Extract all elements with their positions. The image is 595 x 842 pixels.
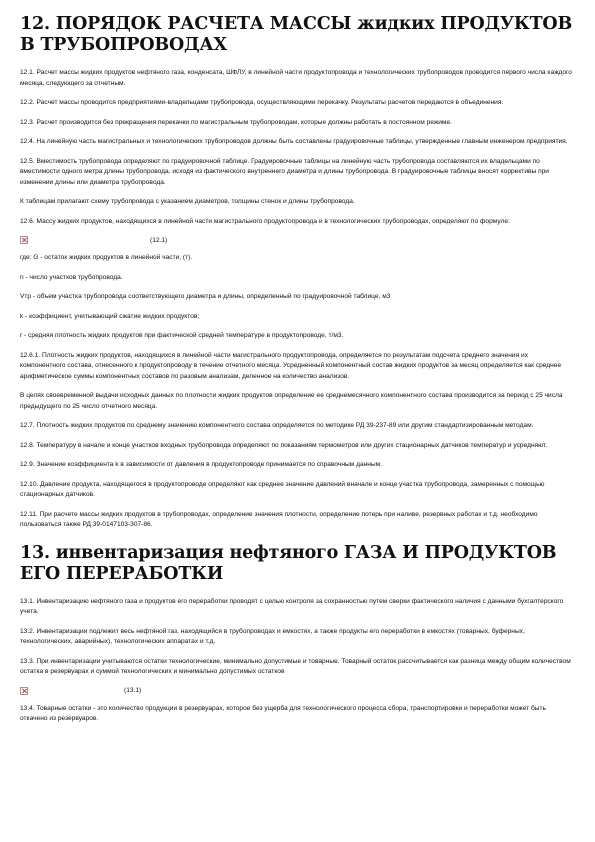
paragraph-12-10: 12.10. Давление продукта, находящегося в продуктопроводе определяют как среднее значение давлений вначале и конце участка трубопровода, замеренных с помощью стационарных датчиков. [20, 480, 545, 498]
paragraph-12-1: 12.1. Расчет массы жидких продуктов нефтяного газа, конденсата, ШФЛУ, в линейной части продуктопровода и технологических трубопроводов проводится первого числа каждого месяца, следующего за отчетным. [20, 69, 572, 87]
paragraph-12-4: 12.4. На линейную часть магистральных и технологических трубопроводов должны быть составлены градуировочные таблицы, утвержденные главным инженером предприятия. [20, 138, 568, 145]
definition-r: r - средняя плотность жидких продуктов при фактической средней температуре в продуктопроводе, т/м3. [20, 332, 344, 339]
paragraph-12-9: 12.9. Значение коэффициента k в зависимости от давления в продуктопроводе принимается по справочным данным. [20, 461, 382, 468]
definition-k: k - коэффициент, учитывающий сжатие жидких продуктов; [20, 312, 200, 320]
paragraph-12-2: 12.2. Расчет массы проводится предприятиями-владельцами трубопровода, осуществляющими перекачку. Результаты расчетов передаются в объединения. [20, 99, 504, 106]
paragraph-tables-note: К таблицам прилагают схему трубопровода с указанием диаметров, толщины стенок и длины трубопровода. [20, 198, 355, 205]
paragraph-13-4: 13.4. Товарные остатки - это количество продукции в резервуарах, которое без ущерба для технологического процесса сбора, транспортировки и переработки может быть откачено из резервуаров. [20, 704, 546, 722]
broken-image-icon [20, 687, 28, 695]
definition-n: n - число участков трубопровода. [20, 273, 123, 281]
paragraph-12-5: 12.5. Вместимость трубопровода определяют по градуировочной таблице. Градуировочные таблицы на линейную часть трубопровода составляются их владельцами по вместимости одного метра длины трубопровода, исходя из фактического внутреннего диаметра и длины трубопровода. В градуировочные таблицы вносят коррективы при изменении длины или диаметра трубопровода. [20, 157, 549, 186]
section-12-heading: 12. ПОРЯДОК РАСЧЕТА МАССЫ жидких ПРОДУКТОВ В ТРУБОПРОВОДАХ [20, 14, 573, 55]
paragraph-12-6-1: 12.6.1. Плотность жидких продуктов, находящихся в линейной части магистрального продуктопровода, определяется по результатам подсчета среднего значения их компонентного состава, отнесенного к продуктопроводу в течение отчетного месяца. Усредненный компонентный состав жидких продуктов за месяц определяется как среднее арифметическое суммы компонентных составов по разовым анализам, деленное на количество анализов. [20, 351, 562, 380]
paragraph-monthly-composition: В целях своевременной выдачи исходных данных по плотности жидких продуктов определение ее среднемесячного компонентного состава производится за период с 25 числа предыдущего по 25 число отчетного месяца. [20, 392, 563, 410]
definition-vtr: Vтр - объем участка трубопровода соответствующего диаметра и длины, определенный по градуировочной таблице, м3 [20, 293, 391, 300]
formula-number: (12.1) [150, 236, 168, 244]
paragraph-12-6: 12.6. Массу жидких продуктов, находящихся в линейной части магистрального продуктопровода и в технологических трубопроводах, определяют по формуле: [20, 217, 510, 225]
paragraph-12-3: 12.3. Расчет производится без прекращения перекачки по магистральным трубопроводам, которые должны работать в постоянном режиме. [20, 118, 452, 126]
formula-13-1 [20, 687, 575, 695]
paragraph-13-1: 13.1. Инвентаризацию нефтяного газа и продуктов его переработки проводят с целью контроля за сохранностью путем сверки фактического наличия с данными бухгалтерского учета. [20, 597, 564, 615]
definition-g: где: G - остаток жидких продуктов в линейной части, (т). [20, 254, 193, 261]
formula-12-1 [20, 236, 575, 244]
paragraph-13-2: 13.2. Инвентаризации подлежит весь нефтяной газ, находящийся в трубопроводах и емкостях, а также продукты его переработки в емкостях (товарных, буферных, технологических, аварийных), технологических аппаратах и т.д. [20, 627, 525, 645]
paragraph-13-3: 13.3. При инвентаризации учитываются остатки технологические, минимально допустимые и товарные. Товарный остаток рассчитывается как разница между общим количеством остатка в резервуарах и суммой технологических и минимально допустимых остатков [20, 657, 571, 675]
paragraph-12-8: 12.8. Температуру в начале и конце участков входных трубопровода определяют по показаниям термометров или других стационарных датчиков температур и усредняют. [20, 441, 548, 449]
broken-image-icon [20, 236, 28, 244]
formula-number: (13.1) [124, 687, 142, 694]
section-13-heading: 13. инвентаризация нефтяного ГАЗА И ПРОДУКТОВ ЕГО ПЕРЕРАБОТКИ [20, 542, 557, 584]
paragraph-12-7: 12.7. Плотность жидких продуктов по среднему значению компонентного состава определяется по методике РД 39-237-89 или другим стандартизированным методам. [20, 422, 534, 429]
paragraph-12-11: 12.11. При расчете массы жидких продуктов в трубопроводах, определение значения плотности, определение потерь при наливе, резервных работах и т.д. необходимо пользоваться также РД 39-0147103-307-86. [20, 510, 538, 528]
